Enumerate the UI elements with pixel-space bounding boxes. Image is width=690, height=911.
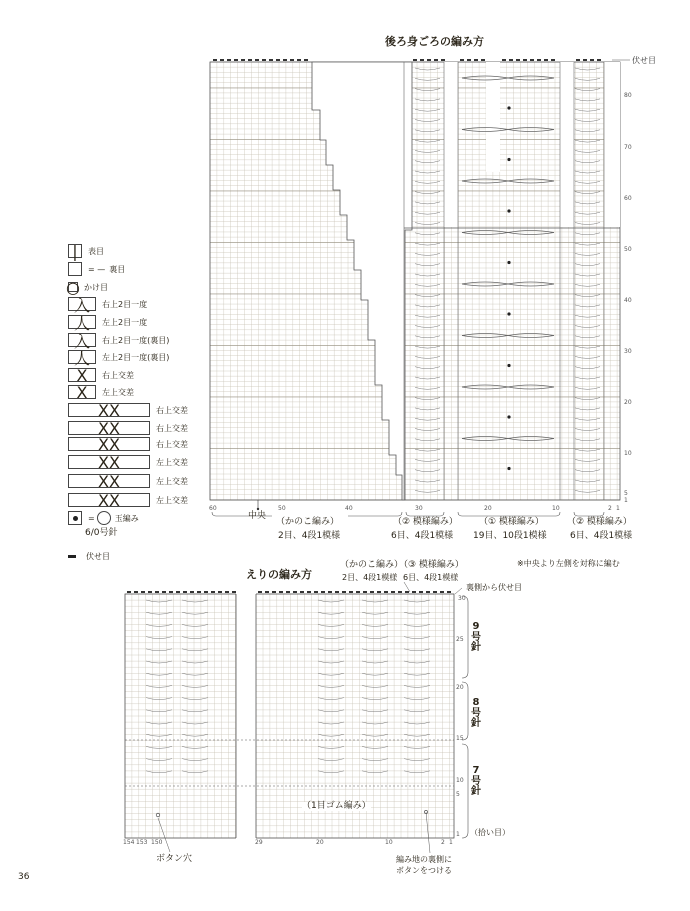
bind-off-mark bbox=[286, 591, 290, 593]
yarn-over-icon: ○ bbox=[66, 277, 80, 297]
bind-off-mark bbox=[370, 591, 374, 593]
collar-note-b: （③ 模様編み） bbox=[399, 560, 464, 570]
back-col-label: 2 bbox=[608, 505, 612, 512]
bind-off-mark bbox=[190, 591, 194, 593]
collar-row-label: 10 bbox=[456, 777, 464, 784]
back-col-label: 60 bbox=[209, 505, 217, 512]
collar-row-label: 20 bbox=[456, 684, 464, 691]
bind-off-mark bbox=[412, 591, 416, 593]
bind-off-mark bbox=[169, 591, 173, 593]
legend-item: 入 右上2目一度 bbox=[68, 297, 147, 311]
bind-off-mark bbox=[272, 591, 276, 593]
legend-item: = 玉編み bbox=[68, 511, 139, 525]
legend-item: 伏せ目 bbox=[68, 549, 110, 563]
collar-col-label: 1 bbox=[449, 839, 453, 846]
bind-off-mark bbox=[211, 591, 215, 593]
back-row-label: 60 bbox=[624, 195, 632, 202]
back-section-sub: 6目、4段1模様 bbox=[570, 531, 633, 541]
bind-off-mark bbox=[377, 591, 381, 593]
bind-off-mark bbox=[440, 591, 444, 593]
collar-col-label: 20 bbox=[316, 839, 324, 846]
bind-off-mark bbox=[314, 591, 318, 593]
legend-item: | 表目 bbox=[68, 244, 104, 258]
bind-off-mark bbox=[419, 591, 423, 593]
needle-size-9: 9 号 針 bbox=[471, 621, 481, 653]
collar-col-label: 2 bbox=[441, 839, 445, 846]
bind-off-mark bbox=[293, 591, 297, 593]
bind-off-mark bbox=[398, 591, 402, 593]
bind-off-mark bbox=[321, 591, 325, 593]
bind-off-mark bbox=[155, 591, 159, 593]
bind-off-mark bbox=[225, 591, 229, 593]
back-row-label: 20 bbox=[624, 399, 632, 406]
legend-item: XX 左上交差 bbox=[68, 493, 188, 507]
bind-off-mark bbox=[335, 591, 339, 593]
back-section-name: （かのこ編み） bbox=[276, 517, 340, 527]
left-k2tog-icon: 人 bbox=[68, 315, 96, 329]
left-p2tog-icon: 人 bbox=[68, 350, 96, 364]
bind-off-mark bbox=[204, 591, 208, 593]
needle-bracket bbox=[462, 744, 468, 838]
collar-col-label: 153 bbox=[136, 839, 148, 846]
bind-off-mark bbox=[232, 591, 236, 593]
bind-off-mark bbox=[356, 591, 360, 593]
cable-right-2x3-icon: XX bbox=[68, 421, 150, 435]
bind-off-mark bbox=[391, 591, 395, 593]
back-col-label: 50 bbox=[278, 505, 286, 512]
collar-col-label: 154 bbox=[123, 839, 135, 846]
cable-left-3x3-icon: XX bbox=[68, 455, 150, 469]
knit-stitch-icon: | bbox=[68, 244, 82, 258]
bind-off-mark bbox=[197, 591, 201, 593]
back-col-label: 20 bbox=[484, 505, 492, 512]
buttonhole-leader bbox=[158, 818, 170, 852]
right-cross-icon: X bbox=[68, 368, 96, 382]
back-col-label: 1 bbox=[616, 505, 620, 512]
back-section-name: （② 模様編み） bbox=[393, 517, 458, 527]
purl-equals-icon: = — bbox=[88, 264, 106, 274]
bind-off-mark bbox=[433, 591, 437, 593]
back-row-label: 40 bbox=[624, 297, 632, 304]
back-row-label: 70 bbox=[624, 144, 632, 151]
collar-col-label: 29 bbox=[255, 839, 263, 846]
bind-off-mark bbox=[426, 591, 430, 593]
needle-size-7: 7 号 針 bbox=[471, 765, 481, 797]
page-number: 36 bbox=[18, 872, 30, 882]
bind-off-mark bbox=[342, 591, 346, 593]
collar-chart-title: えりの編み方 bbox=[246, 568, 312, 581]
bind-off-mark bbox=[384, 591, 388, 593]
collar-row-label: 15 bbox=[456, 735, 464, 742]
button-note-1: 編み地の裏側に bbox=[396, 855, 452, 864]
left-cross-icon: X bbox=[68, 385, 96, 399]
back-center-label: 中央 bbox=[248, 511, 267, 521]
needle-size-8: 8 号 針 bbox=[471, 697, 481, 729]
cable-left-3x2-icon: XX bbox=[68, 493, 150, 507]
collar-col-label: 150 bbox=[151, 839, 163, 846]
collar-bind-off-label: 裏側から伏せ目 bbox=[466, 583, 522, 592]
collar-pickup-label: （拾い目） bbox=[470, 828, 510, 837]
legend-item: 人 左上2目一度 bbox=[68, 315, 147, 329]
back-chart-title: 後ろ身ごろの編み方 bbox=[385, 35, 484, 48]
legend-item: = — 裏目 bbox=[68, 262, 125, 276]
legend-item: XX 左上交差 bbox=[68, 474, 188, 488]
note-leader bbox=[455, 588, 462, 594]
bind-off-mark bbox=[307, 591, 311, 593]
bobble-needle: 6/0号針 bbox=[85, 528, 118, 538]
collar-gap bbox=[236, 590, 256, 842]
button-note-2: ボタンをつける bbox=[396, 866, 452, 875]
bind-off-mark bbox=[363, 591, 367, 593]
bind-off-mark bbox=[279, 591, 283, 593]
collar-note-a-sub: 2目、4段1模様 bbox=[342, 573, 398, 582]
legend-item: 入 右上2目一度(裏目) bbox=[68, 333, 169, 347]
bind-off-mark bbox=[447, 591, 451, 593]
bind-off-mark bbox=[349, 591, 353, 593]
legend-item: XX 右上交差 bbox=[68, 421, 188, 435]
cable-right-3x3-icon: XX bbox=[68, 403, 150, 417]
back-section-name: （② 模様編み） bbox=[567, 517, 632, 527]
bind-off-mark bbox=[141, 591, 145, 593]
bind-off-mark bbox=[218, 591, 222, 593]
back-fuse-label: 伏せ目 bbox=[632, 56, 656, 65]
cable-left-2x3-icon: XX bbox=[68, 474, 150, 488]
bind-off-mark bbox=[183, 591, 187, 593]
legend-item: X 右上交差 bbox=[68, 368, 134, 382]
back-note: ※中央より左側を対称に編む bbox=[517, 559, 620, 568]
back-col-label: 10 bbox=[552, 505, 560, 512]
bind-off-mark bbox=[148, 591, 152, 593]
back-section-sub: 2目、4段1模様 bbox=[278, 531, 341, 541]
bind-off-mark bbox=[405, 591, 409, 593]
legend-item: XX 右上交差 bbox=[68, 437, 188, 451]
bind-off-mark bbox=[127, 591, 131, 593]
collar-note-b-sub: 6目、4段1模様 bbox=[403, 573, 459, 582]
legend-item: XX 右上交差 bbox=[68, 403, 188, 417]
back-row-label: 1 bbox=[624, 497, 628, 504]
back-section-sub: 6目、4段1模様 bbox=[391, 531, 454, 541]
collar-row-label: 5 bbox=[456, 791, 460, 798]
note-leader bbox=[404, 582, 410, 592]
collar-note-a: （かのこ編み） bbox=[340, 560, 404, 570]
bind-off-mark bbox=[134, 591, 138, 593]
back-col-label: 40 bbox=[345, 505, 353, 512]
back-row-label: 10 bbox=[624, 450, 632, 457]
back-section-sub: 19目、10段1模様 bbox=[473, 531, 547, 541]
right-k2tog-icon: 入 bbox=[68, 297, 96, 311]
right-p2tog-icon: 入 bbox=[68, 333, 96, 347]
collar-rib-label: （1目ゴム編み） bbox=[302, 801, 371, 811]
collar-row-label: 30 bbox=[458, 595, 466, 602]
bind-off-mark bbox=[162, 591, 166, 593]
button-leader bbox=[426, 812, 430, 853]
back-section-name: （① 模様編み） bbox=[479, 517, 544, 527]
legend-item: ○ かけ目 bbox=[66, 277, 108, 297]
bind-off-mark bbox=[176, 591, 180, 593]
bind-off-mark bbox=[300, 591, 304, 593]
back-row-label: 80 bbox=[624, 92, 632, 99]
cable-right-3x2-icon: XX bbox=[68, 437, 150, 451]
legend-item: XX 左上交差 bbox=[68, 455, 188, 469]
collar-row-label: 1 bbox=[456, 831, 460, 838]
bind-off-mark bbox=[265, 591, 269, 593]
collar-col-label: 10 bbox=[385, 839, 393, 846]
buttonhole-label: ボタン穴 bbox=[156, 854, 193, 864]
legend-item: 人 左上2目一度(裏目) bbox=[68, 350, 169, 364]
bind-off-mark bbox=[328, 591, 332, 593]
back-row-label: 5 bbox=[624, 490, 628, 497]
legend-item: X 左上交差 bbox=[68, 385, 134, 399]
back-col-label: 30 bbox=[415, 505, 423, 512]
bind-off-mark bbox=[258, 591, 262, 593]
back-row-label: 30 bbox=[624, 348, 632, 355]
back-row-label: 50 bbox=[624, 246, 632, 253]
collar-row-label: 25 bbox=[456, 636, 464, 643]
